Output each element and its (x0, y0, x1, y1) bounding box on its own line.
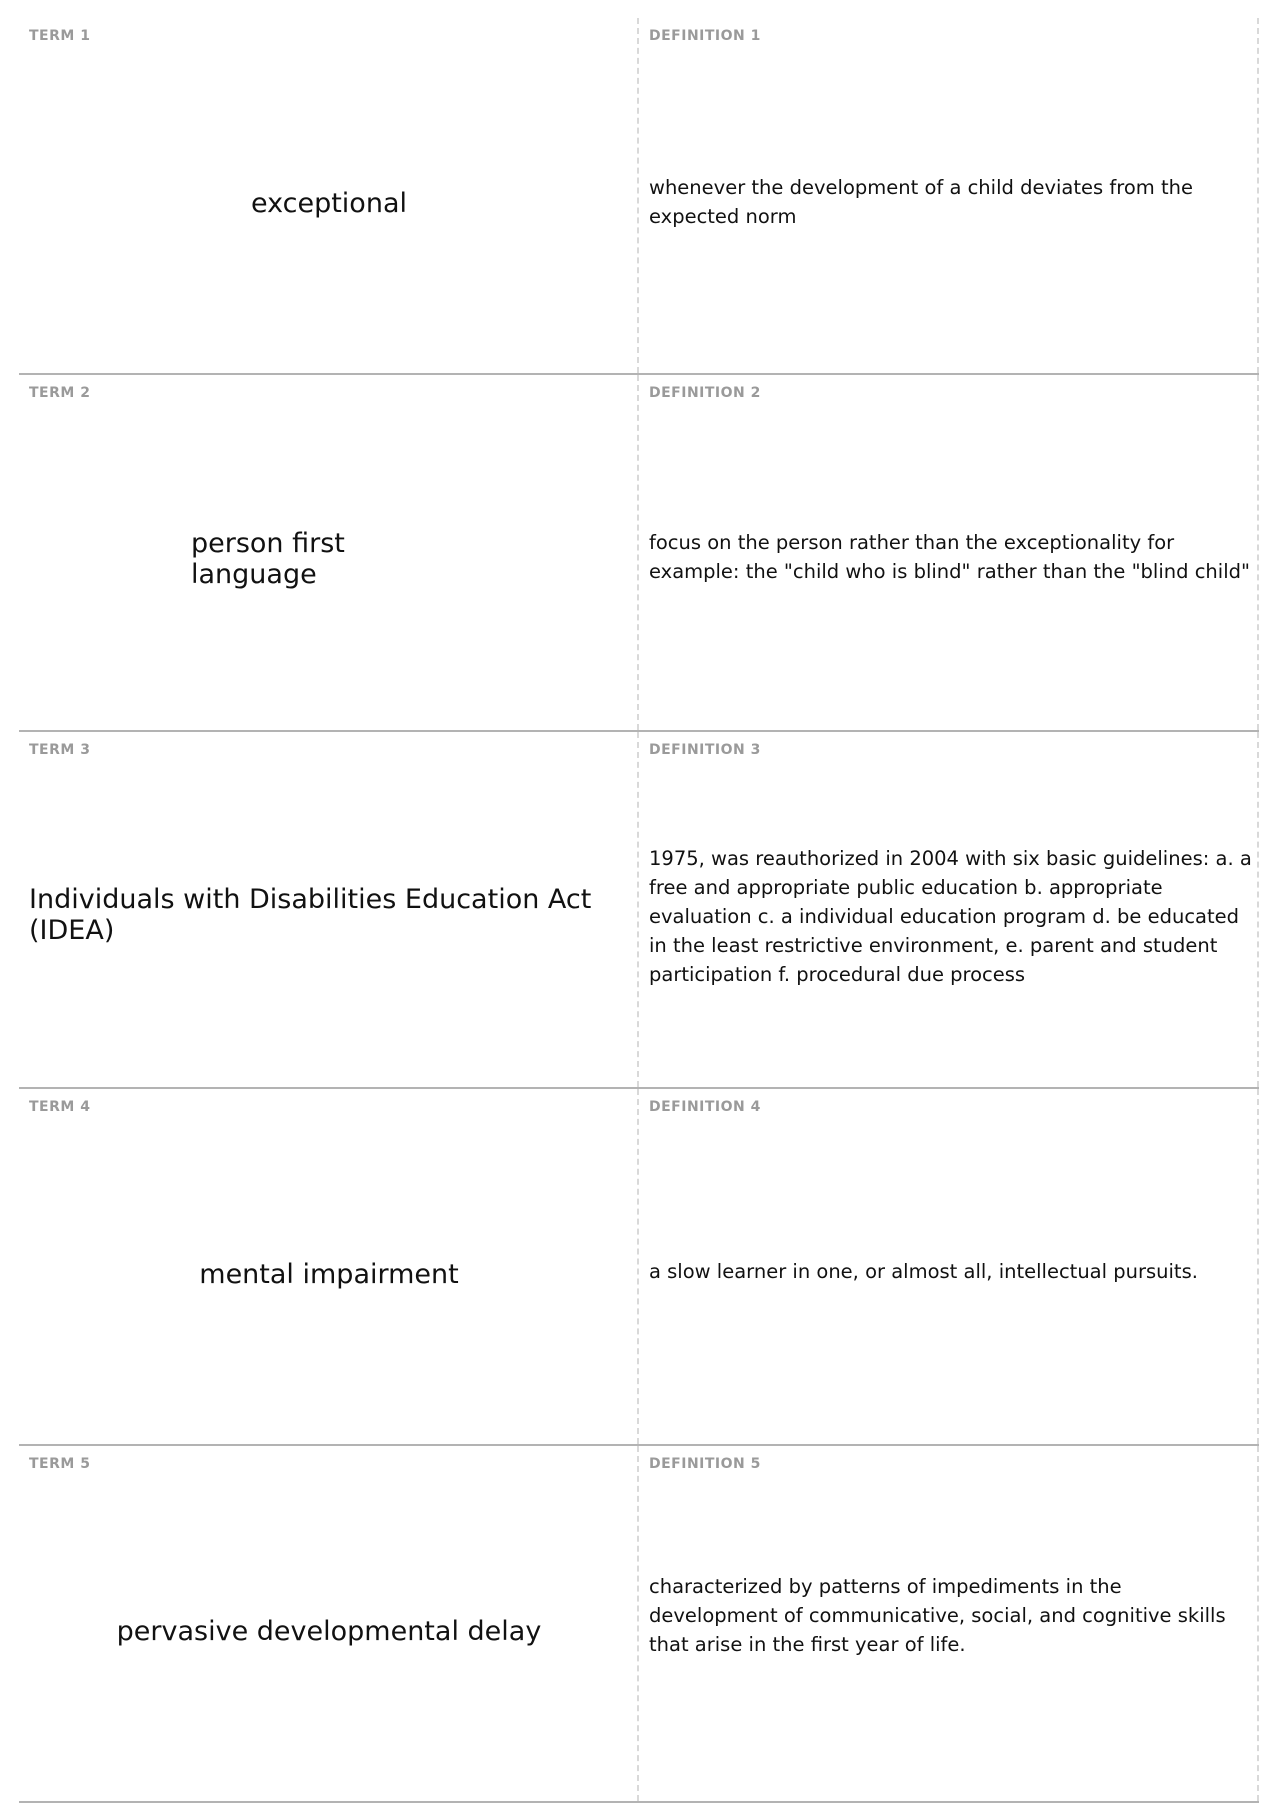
definition-label: DEFINITION 5 (649, 1456, 761, 1472)
flashcard-row (19, 1089, 1259, 1446)
term-cell (19, 732, 639, 1087)
definition-label: DEFINITION 2 (649, 385, 761, 401)
flashcard-row (19, 18, 1259, 375)
flashcard-row (19, 375, 1259, 732)
definition-text: focus on the person rather than the exceptionality for example: the "child who is blind" rather than the "blind child" (649, 531, 1250, 583)
definition-label: DEFINITION 3 (649, 742, 761, 758)
term-label: TERM 1 (29, 28, 91, 44)
term-cell (19, 375, 639, 730)
flashcard-sheet (19, 18, 1259, 1803)
term-cell (19, 1446, 639, 1801)
definition-text: 1975, was reauthorized in 2004 with six basic guidelines: a. a free and appropriate public education b. appropriate evaluation c. a individual education program d. be educated in the least restrictive environment, e. parent and student participation f. procedural due process (649, 847, 1252, 986)
definition-label: DEFINITION 1 (649, 28, 761, 44)
term-text-line: person first (191, 528, 345, 559)
term-text: exceptional (250, 188, 407, 219)
definition-text: a slow learner in one, or almost all, intellectual pursuits. (649, 1260, 1198, 1283)
term-label: TERM 2 (29, 385, 91, 401)
term-cell (19, 18, 639, 373)
definition-cell (639, 1089, 1259, 1444)
term-cell (19, 1089, 639, 1444)
definition-label: DEFINITION 4 (649, 1099, 761, 1115)
definition-cell (639, 732, 1259, 1087)
term-label: TERM 4 (29, 1099, 91, 1115)
term-label: TERM 5 (29, 1456, 91, 1472)
term-text: mental impairment (199, 1259, 459, 1290)
flashcard-row (19, 1446, 1259, 1803)
definition-text: characterized by patterns of impediments in the development of communicative, social, and cognitive skills that arise in the first year of life. (649, 1575, 1226, 1656)
definition-cell (639, 1446, 1259, 1801)
term-text (191, 528, 345, 590)
term-text: pervasive developmental delay (116, 1616, 542, 1647)
term-label: TERM 3 (29, 742, 91, 758)
definition-cell (639, 375, 1259, 730)
definition-cell (639, 18, 1259, 373)
term-text: Individuals with Disabilities Education Act (IDEA) (29, 884, 592, 946)
term-text-line: language (191, 559, 317, 590)
flashcard-row (19, 732, 1259, 1089)
definition-text: whenever the development of a child deviates from the expected norm (649, 176, 1193, 228)
